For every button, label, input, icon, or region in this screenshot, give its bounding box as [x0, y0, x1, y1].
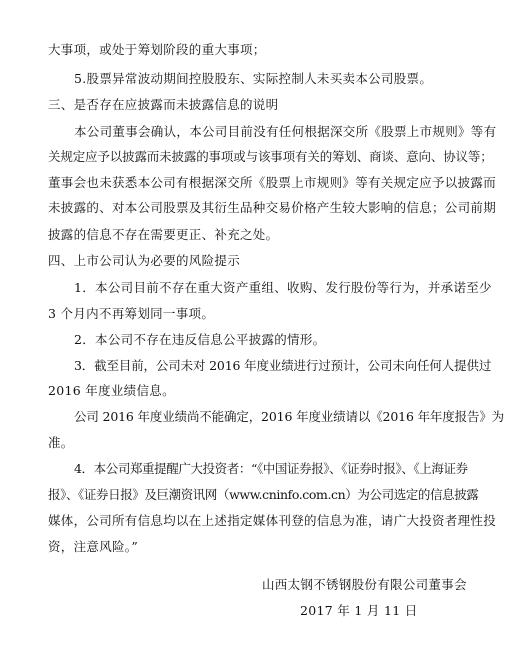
- text-line: 2．本公司不存在违反信息公平披露的情形。: [74, 332, 326, 347]
- signature-company: 山西太钢不锈钢股份有限公司董事会: [262, 577, 467, 592]
- text-line: 关规定应予以披露而未披露的事项或与该事项有关的筹划、商谈、意向、协议等；: [48, 149, 493, 164]
- text-line: 本公司董事会确认，本公司目前没有任何根据深交所《股票上市规则》等有: [74, 124, 497, 139]
- signature-date: 2017 年 1 月 11 日: [300, 603, 418, 618]
- text-line: 1．本公司目前不存在重大资产重组、收购、发行股份等行为，并承诺至少: [74, 280, 492, 295]
- text-line: 4．本公司郑重提醒广大投资者：“《中国证券报》、《证券时报》、《上海证券: [74, 461, 468, 476]
- text-line: 未披露的、对本公司股票及其衍生品种交易价格产生较大影响的信息；公司前期: [48, 200, 497, 215]
- text-line: 报》、《证券日报》及巨潮资讯网（www.cninfo.com.cn）为公司选定的信息披露: [48, 487, 479, 502]
- section-heading: 三、是否存在应披露而未披露信息的说明: [48, 97, 279, 112]
- text-line: 披露的信息不存在需要更正、补充之处。: [48, 227, 279, 242]
- text-line: 5.股票异常波动期间控股股东、实际控制人未买卖本公司股票。: [74, 71, 433, 86]
- section-heading: 四、上市公司认为必要的风险提示: [48, 253, 241, 268]
- text-line: 大事项，或处于筹划阶段的重大事项；: [48, 42, 266, 57]
- text-line: 准。: [48, 435, 74, 450]
- text-line: 2016 年度业绩信息。: [48, 383, 175, 398]
- text-line: 公司 2016 年度业绩尚不能确定，2016 年度业绩请以《2016 年年度报告》为: [74, 409, 505, 424]
- text-line: 董事会也未获悉本公司有根据深交所《股票上市规则》等有关规定应予以披露而: [48, 175, 497, 190]
- text-line: 媒体，公司所有信息均以在上述指定媒体刊登的信息为准，请广大投资者理性投: [48, 513, 497, 528]
- text-line: 3．截至目前，公司未对 2016 年度业绩进行过预计，公司未向任何人提供过: [74, 358, 492, 373]
- text-line: 3 个月内不再筹划同一事项。: [48, 306, 215, 321]
- text-line: 资，注意风险。”: [48, 539, 139, 554]
